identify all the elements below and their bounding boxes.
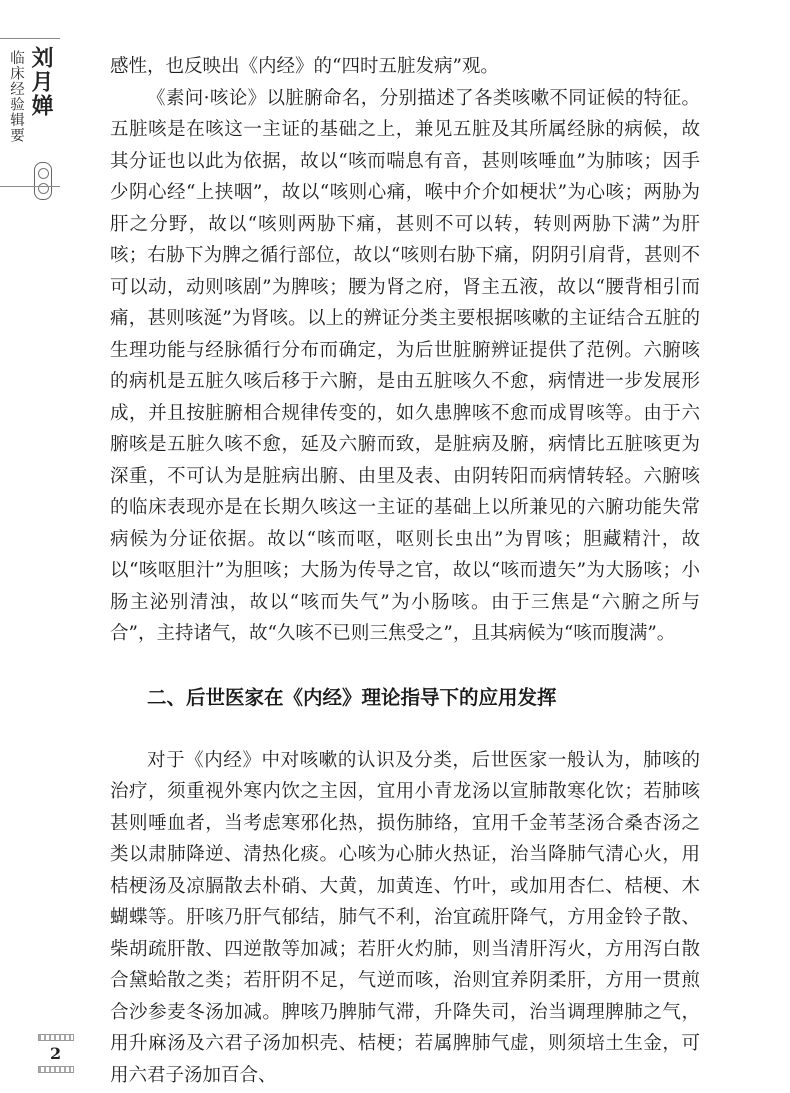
paragraph-kelun: 《素问·咳论》以脏腑命名，分别描述了各类咳嗽不同证候的特征。五脏咳是在咳这一主证的基础之上，兼见五脏及其所属经脉的病候，故其分证也以此为依据，故以“咳而喘息有音，甚则咳唾血”为肺咳；因手少阴心经“上挟咽”，故以“咳则心痛，喉中介介如梗状”为心咳；两胁为肝之分野，故以“咳则两胁下痛，甚则不可以转，转则两胁下满”为肝咳；右胁下为脾之循行部位，故以“咳则右胁下痛，阴阴引肩背，甚则不可以动，动则咳剧”为脾咳；腰为肾之府，肾主五液，故以“腰背相引而痛，甚则咳涎”为肾咳。以上的辨证分类主要根据咳嗽的主证结合五脏的生理功能与经脉循行分布而确定，为后世脏腑辨证提供了范例。六腑咳的病机是五脏久咳后移于六腑，是由五脏咳久不愈，病情进一步发展形成，并且按脏腑相合规律传变的，如久患脾咳不愈而成胃咳等。由于六腑咳是五脏久咳不愈，延及六腑而致，是脏病及腑，病情比五脏咳更为深重，不可认为是脏病出腑、由里及表、由阴转阳而病情转轻。六腑咳的临床表现亦是在长期久咳这一主证的基础上以所兼见的六腑功能失常病候为分证依据。故以“咳而呕，呕则长虫出”为胃咳；胆藏精汁，故以“咳呕胆汁”为胆咳；大肠为传导之官，故以“咳而遗矢”为大肠咳；小肠主泌别清浊，故以“咳而失气”为小肠咳。由于三焦是“六腑之所与合”，主持诸气，故“久咳不已则三焦受之”，且其病候为“咳而腹满”。 <box>110 87 700 644</box>
page-body <box>110 51 700 1091</box>
page-number-ornament-bottom <box>38 1066 74 1073</box>
series-title: 临床经验辑要 <box>8 50 24 143</box>
sidebar-title <box>0 44 60 184</box>
page-number: 2 <box>50 1044 62 1063</box>
author-name: 刘月婵 <box>28 46 54 118</box>
page-number-ornament-top <box>38 1034 74 1041</box>
section-heading: 二、后世医家在《内经》理论指导下的应用发挥 <box>147 685 557 709</box>
sidebar-bottom-rule <box>0 186 60 187</box>
paragraph-continued: 感性，也反映出《内经》的“四时五脏发病”观。 <box>110 56 499 77</box>
cloud-ornament-icon <box>34 162 52 200</box>
sidebar-top-rule <box>0 38 60 39</box>
paragraph-later-physicians: 对于《内经》中对咳嗽的认识及分类，后世医家一般认为，肺咳的治疗，须重视外寒内饮之主因，宜用小青龙汤以宣肺散寒化饮；若肺咳甚则唾血者，当考虑寒邪化热，损伤肺络，宜用千金苇茎汤合桑杏汤之类以肃肺降逆、清热化痰。心咳为心肺火热证，治当降肺气清心火，用桔梗汤及凉膈散去朴硝、大黄，加黄连、竹叶，或加用杏仁、桔梗、木蝴蝶等。肝咳乃肝气郁结，肺气不利，治宜疏肝降气，方用金铃子散、柴胡疏肝散、四逆散等加减；若肝火灼肺，则当清肝泻火，方用泻白散合黛蛤散之类；若肝阴不足，气逆而咳，治则宜养阴柔肝，方用一贯煎合沙参麦冬汤加减。脾咳乃脾肺气滞，升降失司，治当调理脾肺之气，用升麻汤及六君子汤加枳壳、桔梗；若属脾肺气虚，则须培土生金，可用六君子汤加百合、 <box>110 749 700 1086</box>
